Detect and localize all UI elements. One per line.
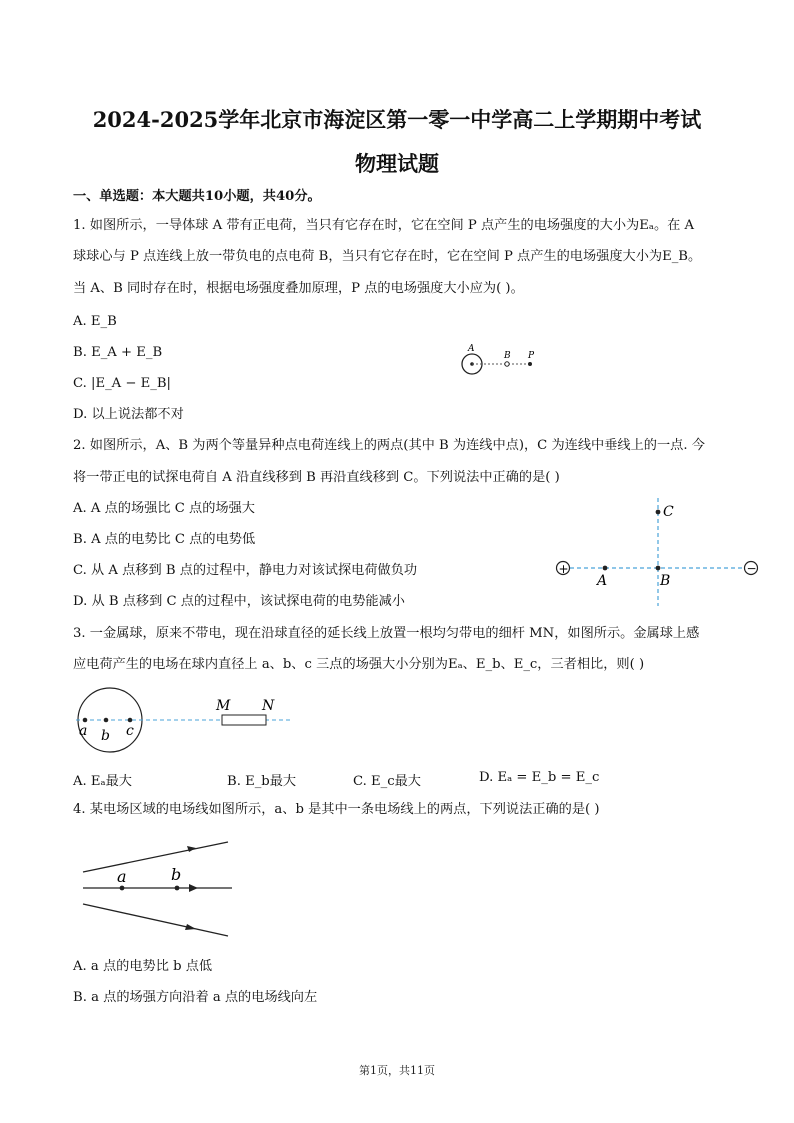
label-b: B [504,351,511,361]
point-c [656,510,661,515]
q1-line-2: 球球心与 P 点连线上放一带负电的点电荷 B，当只有它存在时，它在空间 P 点产生的电场强度大小为E_B。 [73,249,702,264]
q1-line-1: 1. 如图所示，一导体球 A 带有正电荷，当只有它存在时，它在空间 P 点产生的电场强度的大小为Eₐ。在 A [73,218,695,233]
section-heading: 一、单选题：本大题共10小题，共40分。 [73,189,321,204]
point-b [175,886,180,891]
q2-line-2: 将一带正电的试探电荷自 A 沿直线移到 B 再沿直线移到 C。下列说法中正确的是( ) [73,470,560,485]
plus-sign: + [558,562,569,576]
q3-option-c: C. E_c最大 [353,774,421,789]
label-c: C [663,504,674,520]
point-c [128,718,133,723]
point-a [603,566,608,571]
point-a [83,718,88,723]
charge-b [505,362,509,366]
q1-option-a: A. E_B [73,314,117,329]
field-line-bottom [83,904,228,936]
q2-option-c: C. 从 A 点移到 B 点的过程中，静电力对该试探电荷做负功 [73,563,418,578]
arrow-bottom-icon [185,924,196,930]
label-b: B [660,573,671,589]
q2-option-a: A. A 点的场强比 C 点的场强大 [73,501,255,516]
q3-figure [70,684,295,754]
label-a: a [79,723,88,739]
arrow-middle-icon [189,884,198,892]
label-a: A [597,573,608,589]
q1-option-c: C. |E_A − E_B| [73,376,171,391]
q2-option-d: D. 从 B 点移到 C 点的过程中，该试探电荷的电势能减小 [73,594,405,609]
q3-line-1: 3. 一金属球，原来不带电，现在沿球直径的延长线上放置一根均匀带电的细杆 MN，如图所示。金属球上感 [73,626,700,641]
q4-figure [80,836,240,946]
label-p: P [528,351,535,361]
q3-options [73,770,733,789]
point-p [528,362,532,366]
q1-option-d: D. 以上说法都不对 [73,407,184,422]
label-a: a [117,867,127,886]
q2-line-1: 2. 如图所示，A、B 为两个等量异种点电荷连线上的两点(其中 B 为连线中点)，C 为连线中垂线上的一点. 今 [73,438,705,453]
q4-line-1: 4. 某电场区域的电场线如图所示，a、b 是其中一条电场线上的两点，下列说法正确的是( ) [73,802,600,817]
q2-figure [550,496,765,608]
q1-line-3: 当 A、B 同时存在时，根据电场强度叠加原理，P 点的电场强度大小应为( )。 [73,281,524,296]
q4-option-b: B. a 点的场强方向沿着 a 点的电场线向左 [73,990,318,1005]
label-n: N [262,698,275,714]
point-b [656,566,661,571]
label-c: c [126,723,134,739]
charged-rod-mn [222,715,266,725]
field-line-top [83,842,228,872]
page-title: 2024-2025学年北京市海淀区第一零一中学高二上学期期中考试 [92,107,702,132]
label-b: b [101,728,110,744]
q4-option-a: A. a 点的电势比 b 点低 [73,959,213,974]
q1-figure [455,342,545,378]
page-subtitle: 物理试题 [355,151,439,176]
q3-option-a: A. Eₐ最大 [73,774,132,789]
q3-line-2: 应电荷产生的电场在球内直径上 a、b、c 三点的场强大小分别为Eₐ、E_b、E_c，三者相比，则( ) [73,657,645,672]
q3-option-d: D. Eₐ = E_b = E_c [479,770,600,785]
q3-option-b: B. E_b最大 [227,774,297,789]
label-a: A [468,344,475,354]
minus-sign: − [746,561,757,576]
point-a [120,886,125,891]
q2-option-b: B. A 点的电势比 C 点的电势低 [73,532,256,547]
label-m: M [216,698,231,714]
q1-option-b: B. E_A + E_B [73,345,163,360]
label-b: b [171,865,182,884]
point-b [104,718,109,723]
page-footer: 第1页，共11页 [359,1064,435,1077]
